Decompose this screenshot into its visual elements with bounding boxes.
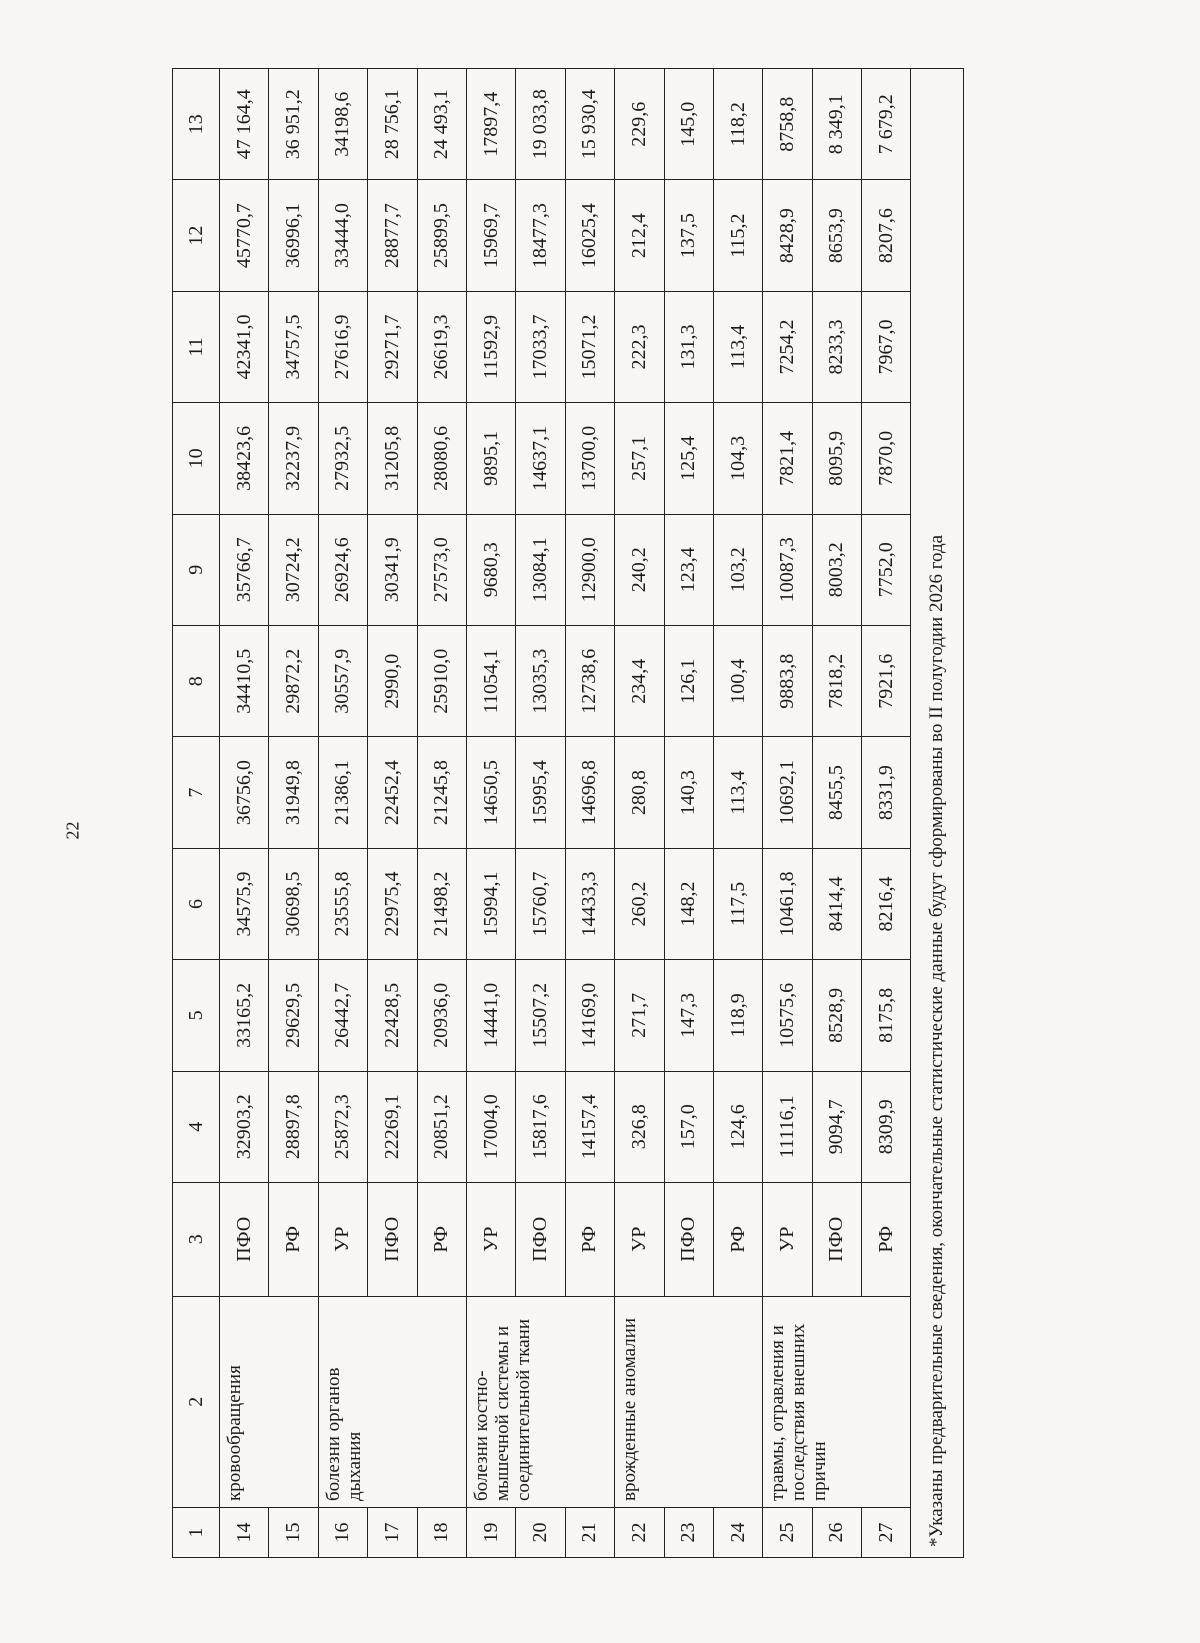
row-number: 16: [318, 1508, 367, 1558]
row-number: 18: [417, 1508, 466, 1558]
value-cell: 34198,6: [318, 69, 367, 180]
value-cell: 33444,0: [318, 180, 367, 291]
value-cell: 27573,0: [417, 514, 466, 625]
value-cell: 27932,5: [318, 403, 367, 514]
value-cell: 30698,5: [269, 848, 318, 959]
value-cell: 34575,9: [220, 848, 269, 959]
value-cell: 104,3: [713, 403, 762, 514]
value-cell: 9094,7: [812, 1071, 861, 1182]
value-cell: 31205,8: [368, 403, 417, 514]
value-cell: 7870,0: [862, 403, 911, 514]
value-cell: 229,6: [615, 69, 664, 180]
col-header: 5: [173, 960, 220, 1071]
col-header: 11: [173, 291, 220, 402]
col-header: 1: [173, 1508, 220, 1558]
statistics-table: [172, 68, 911, 1558]
row-number: 21: [565, 1508, 614, 1558]
header-row: [173, 69, 220, 1558]
value-cell: 10575,6: [763, 960, 812, 1071]
value-cell: 8331,9: [862, 737, 911, 848]
value-cell: 8528,9: [812, 960, 861, 1071]
value-cell: 12900,0: [565, 514, 614, 625]
value-cell: 19 033,8: [516, 69, 565, 180]
value-cell: 36996,1: [269, 180, 318, 291]
value-cell: 131,3: [664, 291, 713, 402]
col-header: 4: [173, 1071, 220, 1182]
col-header: 12: [173, 180, 220, 291]
table-row: [763, 69, 812, 1558]
row-number: 19: [466, 1508, 515, 1558]
col-header: 3: [173, 1182, 220, 1296]
value-cell: 8758,8: [763, 69, 812, 180]
region-cell: РФ: [269, 1182, 318, 1296]
region-cell: РФ: [565, 1182, 614, 1296]
value-cell: 234,4: [615, 625, 664, 736]
value-cell: 8207,6: [862, 180, 911, 291]
value-cell: 8653,9: [812, 180, 861, 291]
value-cell: 32237,9: [269, 403, 318, 514]
indicator-label: врожденные аномалии: [615, 1296, 763, 1507]
value-cell: 30341,9: [368, 514, 417, 625]
value-cell: 29271,7: [368, 291, 417, 402]
value-cell: 140,3: [664, 737, 713, 848]
value-cell: 9895,1: [466, 403, 515, 514]
region-cell: ПФО: [220, 1182, 269, 1296]
value-cell: 15071,2: [565, 291, 614, 402]
value-cell: 18477,3: [516, 180, 565, 291]
value-cell: 257,1: [615, 403, 664, 514]
value-cell: 7818,2: [812, 625, 861, 736]
table-row: [466, 69, 515, 1558]
region-cell: РФ: [862, 1182, 911, 1296]
row-number: 15: [269, 1508, 318, 1558]
value-cell: 17004,0: [466, 1071, 515, 1182]
value-cell: 125,4: [664, 403, 713, 514]
value-cell: 21245,8: [417, 737, 466, 848]
value-cell: 12738,6: [565, 625, 614, 736]
rotated-table-wrapper: [172, 68, 948, 1558]
value-cell: 157,0: [664, 1071, 713, 1182]
value-cell: 118,9: [713, 960, 762, 1071]
region-cell: РФ: [713, 1182, 762, 1296]
value-cell: 7752,0: [862, 514, 911, 625]
value-cell: 8414,4: [812, 848, 861, 959]
col-header: 10: [173, 403, 220, 514]
value-cell: 145,0: [664, 69, 713, 180]
value-cell: 103,2: [713, 514, 762, 625]
value-cell: 34757,5: [269, 291, 318, 402]
value-cell: 13035,3: [516, 625, 565, 736]
region-cell: ПФО: [812, 1182, 861, 1296]
value-cell: 23555,8: [318, 848, 367, 959]
value-cell: 42341,0: [220, 291, 269, 402]
value-cell: 8309,9: [862, 1071, 911, 1182]
row-number: 17: [368, 1508, 417, 1558]
value-cell: 10692,1: [763, 737, 812, 848]
value-cell: 8233,3: [812, 291, 861, 402]
value-cell: 118,2: [713, 69, 762, 180]
value-cell: 7921,6: [862, 625, 911, 736]
value-cell: 148,2: [664, 848, 713, 959]
value-cell: 31949,8: [269, 737, 318, 848]
value-cell: 21498,2: [417, 848, 466, 959]
col-header: 8: [173, 625, 220, 736]
table-row: [220, 69, 269, 1558]
value-cell: 113,4: [713, 737, 762, 848]
value-cell: 45770,7: [220, 180, 269, 291]
row-number: 27: [862, 1508, 911, 1558]
value-cell: 13700,0: [565, 403, 614, 514]
value-cell: 38423,6: [220, 403, 269, 514]
value-cell: 11592,9: [466, 291, 515, 402]
indicator-label: травмы, отравления и последствия внешних причин: [763, 1296, 911, 1507]
value-cell: 123,4: [664, 514, 713, 625]
region-cell: УР: [763, 1182, 812, 1296]
row-number: 14: [220, 1508, 269, 1558]
value-cell: 22269,1: [368, 1071, 417, 1182]
region-cell: ПФО: [664, 1182, 713, 1296]
value-cell: 137,5: [664, 180, 713, 291]
value-cell: 20936,0: [417, 960, 466, 1071]
value-cell: 26442,7: [318, 960, 367, 1071]
value-cell: 14433,3: [565, 848, 614, 959]
row-number: 24: [713, 1508, 762, 1558]
value-cell: 8003,2: [812, 514, 861, 625]
value-cell: 20851,2: [417, 1071, 466, 1182]
value-cell: 22428,5: [368, 960, 417, 1071]
col-header: 13: [173, 69, 220, 180]
value-cell: 34410,5: [220, 625, 269, 736]
value-cell: 124,6: [713, 1071, 762, 1182]
value-cell: 32903,2: [220, 1071, 269, 1182]
page-number: 22: [62, 821, 83, 840]
value-cell: 240,2: [615, 514, 664, 625]
value-cell: 8175,8: [862, 960, 911, 1071]
value-cell: 14441,0: [466, 960, 515, 1071]
value-cell: 147,3: [664, 960, 713, 1071]
value-cell: 280,8: [615, 737, 664, 848]
indicator-label: болезни органов дыхания: [318, 1296, 466, 1507]
col-header: 9: [173, 514, 220, 625]
indicator-label: кровообращения: [220, 1296, 319, 1507]
value-cell: 7254,2: [763, 291, 812, 402]
value-cell: 33165,2: [220, 960, 269, 1071]
col-header: 7: [173, 737, 220, 848]
region-cell: УР: [466, 1182, 515, 1296]
value-cell: 15817,6: [516, 1071, 565, 1182]
value-cell: 28877,7: [368, 180, 417, 291]
value-cell: 15969,7: [466, 180, 515, 291]
value-cell: 36 951,2: [269, 69, 318, 180]
value-cell: 47 164,4: [220, 69, 269, 180]
value-cell: 113,4: [713, 291, 762, 402]
region-cell: ПФО: [516, 1182, 565, 1296]
value-cell: 30724,2: [269, 514, 318, 625]
value-cell: 15507,2: [516, 960, 565, 1071]
value-cell: 7821,4: [763, 403, 812, 514]
value-cell: 24 493,1: [417, 69, 466, 180]
region-cell: ПФО: [368, 1182, 417, 1296]
value-cell: 14637,1: [516, 403, 565, 514]
value-cell: 11116,1: [763, 1071, 812, 1182]
value-cell: 9680,3: [466, 514, 515, 625]
value-cell: 21386,1: [318, 737, 367, 848]
value-cell: 15995,4: [516, 737, 565, 848]
value-cell: 100,4: [713, 625, 762, 736]
col-header: 2: [173, 1296, 220, 1507]
value-cell: 30557,9: [318, 625, 367, 736]
value-cell: 27616,9: [318, 291, 367, 402]
value-cell: 25899,5: [417, 180, 466, 291]
value-cell: 14650,5: [466, 737, 515, 848]
value-cell: 10461,8: [763, 848, 812, 959]
value-cell: 115,2: [713, 180, 762, 291]
row-number: 25: [763, 1508, 812, 1558]
value-cell: 16025,4: [565, 180, 614, 291]
value-cell: 26924,6: [318, 514, 367, 625]
value-cell: 7967,0: [862, 291, 911, 402]
value-cell: 260,2: [615, 848, 664, 959]
table-row: [615, 69, 664, 1558]
value-cell: 15760,7: [516, 848, 565, 959]
value-cell: 8455,5: [812, 737, 861, 848]
indicator-label: болезни костно-мышечной системы и соединительной ткани: [466, 1296, 614, 1507]
value-cell: 26619,3: [417, 291, 466, 402]
value-cell: 10087,3: [763, 514, 812, 625]
value-cell: 126,1: [664, 625, 713, 736]
row-number: 20: [516, 1508, 565, 1558]
value-cell: 22975,4: [368, 848, 417, 959]
value-cell: 11054,1: [466, 625, 515, 736]
value-cell: 17033,7: [516, 291, 565, 402]
value-cell: 222,3: [615, 291, 664, 402]
value-cell: 25872,3: [318, 1071, 367, 1182]
value-cell: 15 930,4: [565, 69, 614, 180]
value-cell: 8 349,1: [812, 69, 861, 180]
row-number: 26: [812, 1508, 861, 1558]
value-cell: 8095,9: [812, 403, 861, 514]
row-number: 23: [664, 1508, 713, 1558]
value-cell: 28080,6: [417, 403, 466, 514]
value-cell: 13084,1: [516, 514, 565, 625]
region-cell: УР: [615, 1182, 664, 1296]
region-cell: УР: [318, 1182, 367, 1296]
value-cell: 271,7: [615, 960, 664, 1071]
value-cell: 15994,1: [466, 848, 515, 959]
value-cell: 8428,9: [763, 180, 812, 291]
value-cell: 22452,4: [368, 737, 417, 848]
value-cell: 36756,0: [220, 737, 269, 848]
footnote: *Указаны предварительные сведения, окончательные статистические данные будут сформированы во II полугодии 2026 года: [911, 68, 964, 1558]
col-header: 6: [173, 848, 220, 959]
value-cell: 212,4: [615, 180, 664, 291]
value-cell: 8216,4: [862, 848, 911, 959]
table-row: [318, 69, 367, 1558]
value-cell: 14169,0: [565, 960, 614, 1071]
value-cell: 28897,8: [269, 1071, 318, 1182]
value-cell: 117,5: [713, 848, 762, 959]
value-cell: 35766,7: [220, 514, 269, 625]
row-number: 22: [615, 1508, 664, 1558]
value-cell: 14157,4: [565, 1071, 614, 1182]
value-cell: 25910,0: [417, 625, 466, 736]
value-cell: 29872,2: [269, 625, 318, 736]
value-cell: 29629,5: [269, 960, 318, 1071]
value-cell: 17897,4: [466, 69, 515, 180]
region-cell: РФ: [417, 1182, 466, 1296]
value-cell: 7 679,2: [862, 69, 911, 180]
value-cell: 14696,8: [565, 737, 614, 848]
value-cell: 28 756,1: [368, 69, 417, 180]
value-cell: 326,8: [615, 1071, 664, 1182]
value-cell: 9883,8: [763, 625, 812, 736]
value-cell: 2990,0: [368, 625, 417, 736]
